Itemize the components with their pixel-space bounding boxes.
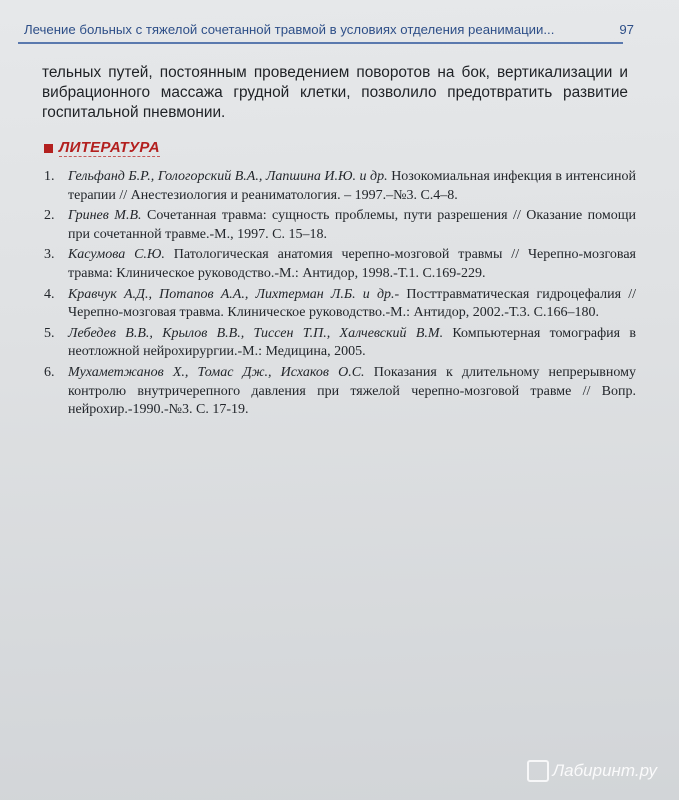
reference-text: Компьютерная томография в неотложной нейрохирургии.-М.: Медицина, 2005. bbox=[68, 325, 636, 360]
reference-list bbox=[40, 168, 636, 422]
reference-text: Сочетанная травма: сущность проблемы, пути разрешения // Оказание помощи при сочетанной травме.-М., 1997. С. 15–18. bbox=[68, 208, 637, 242]
reference-item bbox=[40, 246, 636, 283]
reference-text: Нозокомиальная инфекция в интенсиной терапии // Анестезиология и реаниматология. – 1997.–№3. С.4–8. bbox=[68, 169, 636, 203]
reference-text: Показания к длительному непрерывному контролю внутричерепного давления при тяжелой черепно-мозговой травме // Вопр. нейрохир.-1990.-№3. С. 17-19. bbox=[68, 364, 636, 418]
reference-authors: Гринев М.В. bbox=[68, 208, 142, 224]
watermark-text: Лабиринт.ру bbox=[552, 761, 657, 780]
body-paragraph-text: тельных путей, постоянным проведением поворотов на бок, вертикализации и вибрационного массажа грудной клетки, позволило предотвратить развитие госпитальной пневмонии. bbox=[42, 64, 628, 121]
reference-number: 3. bbox=[44, 247, 55, 263]
running-head bbox=[14, 22, 664, 40]
reference-authors: Лебедев В.В., Крылов В.В., Тиссен Т.П., Халчевский В.М. bbox=[68, 325, 444, 341]
body-paragraph bbox=[42, 63, 628, 123]
reference-number: 5. bbox=[44, 325, 55, 341]
watermark bbox=[527, 760, 657, 782]
reference-authors: Мухаметжанов Х., Томас Дж., Исхаков О.С. bbox=[68, 364, 365, 380]
reference-item bbox=[40, 364, 636, 420]
literature-heading bbox=[44, 138, 160, 158]
reference-authors: Гельфанд Б.Р., Гологорский В.А., Лапшина И.Ю. и др. bbox=[68, 169, 388, 184]
literature-heading-text: ЛИТЕРАТУРА bbox=[59, 139, 160, 156]
running-head-title: Лечение больных с тяжелой сочетанной травмой в условиях отделения реанимации... bbox=[24, 22, 555, 37]
reference-item bbox=[40, 286, 636, 323]
reference-number: 4. bbox=[44, 286, 55, 302]
reference-number: 6. bbox=[44, 364, 55, 380]
square-bullet-icon bbox=[44, 144, 53, 153]
reference-item bbox=[40, 325, 636, 362]
reference-authors: Касумова С.Ю. bbox=[68, 247, 165, 263]
reference-item bbox=[40, 207, 636, 244]
reference-number: 1. bbox=[44, 169, 55, 184]
labirint-logo-icon bbox=[527, 760, 549, 782]
reference-text: Патологическая анатомия черепно-мозговой травмы // Черепно-мозговая травма: Клиническое руководство.-М.: Антидор, 1998.-Т.1. С.169-229. bbox=[68, 247, 636, 281]
reference-number: 2. bbox=[44, 208, 55, 224]
reference-item bbox=[40, 168, 636, 205]
page-number: 97 bbox=[619, 22, 634, 37]
header-rule bbox=[18, 42, 623, 44]
reference-authors: Кравчук А.Д., Потапов А.А., Лихтерман Л.Б. и др. bbox=[68, 286, 395, 302]
reference-text: - Посттравматическая гидроцефалия // Черепно-мозговая травма. Клиническое руководство.-М.: Антидор, 2002.-Т.3. С.166–180. bbox=[68, 286, 637, 321]
